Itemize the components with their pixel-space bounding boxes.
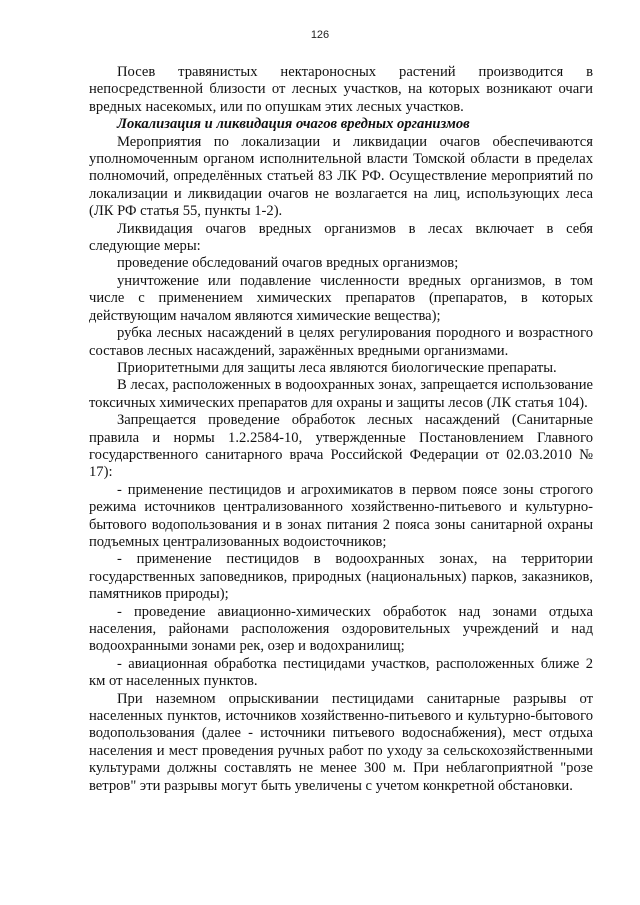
list-item-aerial-chemical: - проведение авиационно-химических обработок над зонами отдыха населения, районами расположения оздоровительных учреждений и над водоохранными зонами рек, озер и водохранилищ; <box>89 603 593 655</box>
paragraph-prohibited-intro: Запрещается проведение обработок лесных насаждений (Санитарные правила и нормы 1.2.2584-10, утвержденные Постановлением Главного государственного санитарного врача Российской Федерации от 02.03.2010 № 17): <box>89 412 593 481</box>
paragraph-liquidation-intro: Ликвидация очагов вредных организмов в лесах включает в себя следующие меры: <box>89 220 593 255</box>
document-body <box>89 64 593 795</box>
list-item-aerial-near-settlements: - авиационная обработка пестицидами участков, расположенных ближе 2 км от населенных пунктов. <box>89 655 593 690</box>
list-item-surveys: проведение обследований очагов вредных организмов; <box>117 255 459 272</box>
paragraph-measures-authority: Мероприятия по локализации и ликвидации очагов обеспечиваются уполномоченным органом исполнительной власти Томской области в пределах полномочий, определённых статьей 83 ЛК РФ. Осуществление мероприятий по локализации и ликвидации очагов не возлагается на лиц, использующих леса (ЛК РФ статья 55, пункты 1-2). <box>89 133 593 220</box>
paragraph-sowing: Посев травянистых нектароносных растений производится в непосредственной близости от лесных участков, на которых возникают очаги вредных насекомых, или по опушкам этих лесных участков. <box>89 64 593 115</box>
paragraph-water-protection: В лесах, расположенных в водоохранных зонах, запрещается использование токсичных химических препаратов для охраны и защиты лесов (ЛК статья 104). <box>89 377 593 411</box>
list-item-pesticides-water-sources: - применение пестицидов и агрохимикатов в первом поясе зоны строгого режима источников централизованного хозяйственно-питьевого и культурно-бытового водопользования и в зонах питания 2 пояса зоны санитарной охраны подъемных централизованных водоисточников; <box>89 481 593 550</box>
page-number: 126 <box>310 29 330 41</box>
paragraph-sanitary-gaps: При наземном опрыскивании пестицидами санитарные разрывы от населенных пунктов, источников хозяйственно-питьевого и культурно-бытового водопользования (далее - источники питьевого водоснабжения), мест отдыха населения и мест проведения ручных работ по уходу за сельскохозяйственными культурами должны составлять не менее 300 м. При неблагоприятной "розе ветров" эти разрывы могут быть увеличены с учетом конкретной обстановки. <box>89 690 593 794</box>
list-item-suppression: уничтожение или подавление численности вредных организмов, в том числе с применением химических препаратов (препаратов, в которых действующим началом являются химические вещества); <box>89 272 593 324</box>
list-item-felling: рубка лесных насаждений в целях регулирования породного и возрастного составов лесных насаждений, заражённых вредными организмами. <box>89 325 593 359</box>
section-heading: Локализация и ликвидация очагов вредных организмов <box>117 116 470 133</box>
list-item-pesticides-protected-areas: - применение пестицидов в водоохранных зонах, на территории государственных заповедников, природных (национальных) парков, заказников, памятников природы); <box>89 551 593 603</box>
paragraph-biological-priority: Приоритетными для защиты леса являются биологические препараты. <box>117 359 557 376</box>
